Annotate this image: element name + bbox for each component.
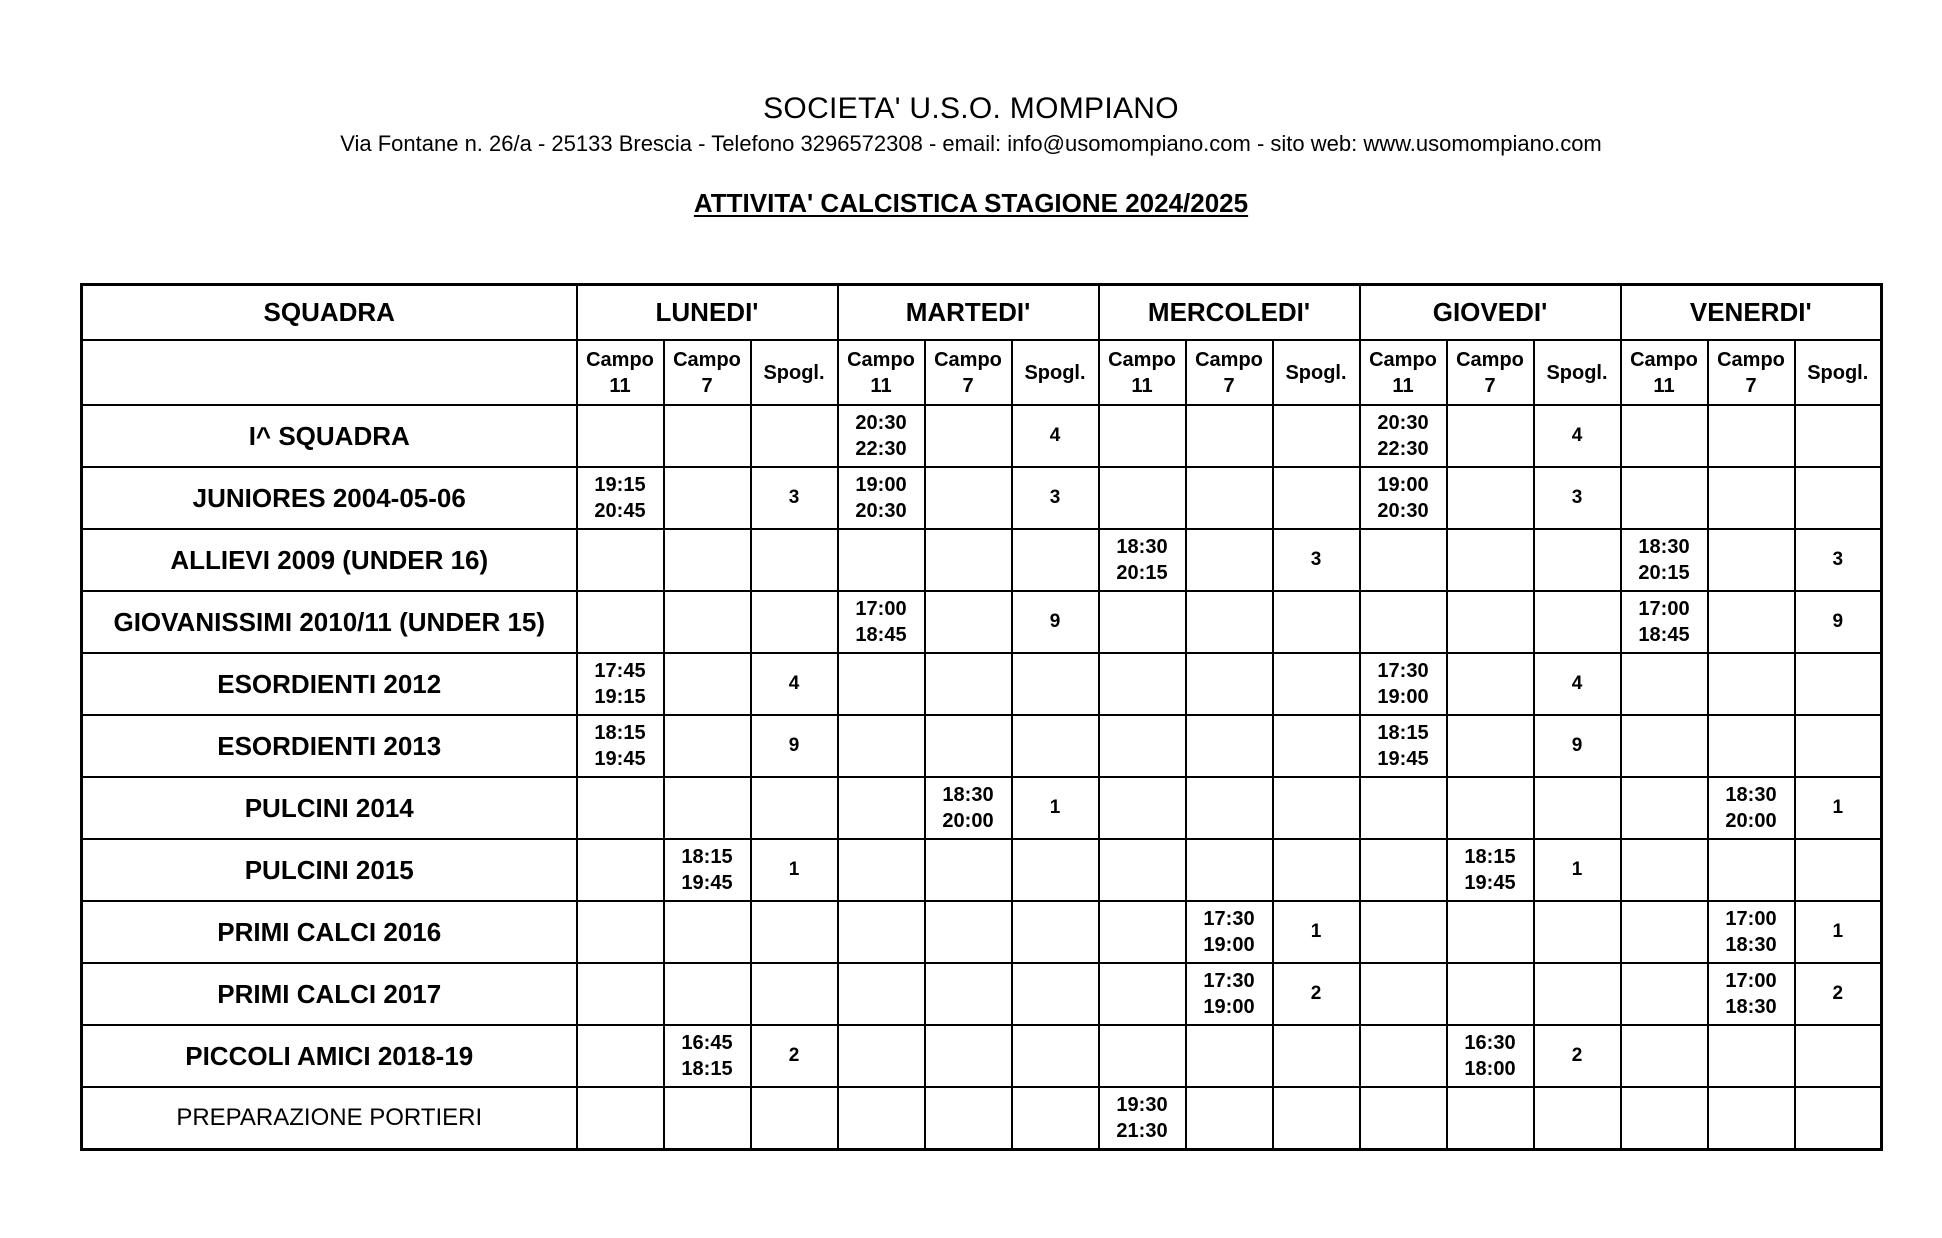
campo-7-time-cell	[1708, 1025, 1795, 1087]
campo-11-time-cell	[1360, 1087, 1447, 1150]
locker-room-cell	[751, 901, 838, 963]
locker-room-cell: 2	[1795, 963, 1882, 1025]
locker-room-cell	[1273, 405, 1360, 467]
campo-11-time-cell	[1621, 1025, 1708, 1087]
campo-11-time-cell	[1621, 467, 1708, 529]
end-time: 18:30	[1725, 996, 1777, 1018]
day-header-row	[82, 285, 1882, 341]
table-row	[82, 1087, 1882, 1150]
team-name: PREPARAZIONE PORTIERI	[82, 1087, 577, 1150]
table-row	[82, 1025, 1882, 1087]
end-time: 20:15	[1116, 562, 1168, 584]
campo-7-time-cell	[925, 715, 1012, 777]
locker-room-cell	[751, 591, 838, 653]
campo-11-time-cell	[838, 777, 925, 839]
campo-7-time-cell	[1447, 591, 1534, 653]
end-time: 20:15	[1638, 562, 1690, 584]
locker-room-cell: 1	[1534, 839, 1621, 901]
campo-11-time-cell	[1099, 467, 1186, 529]
locker-room-cell	[1012, 1087, 1099, 1150]
locker-room-cell	[1012, 963, 1099, 1025]
campo-11-time-cell	[577, 529, 664, 591]
table-row	[82, 901, 1882, 963]
campo-7-time-cell	[1186, 529, 1273, 591]
campo-11-time-cell	[577, 715, 664, 777]
campo-11-time-cell	[1360, 715, 1447, 777]
day-header-venerdi: VENERDI'	[1621, 285, 1882, 341]
locker-room-cell	[1012, 901, 1099, 963]
team-name: PICCOLI AMICI 2018-19	[82, 1025, 577, 1087]
locker-room-cell: 1	[751, 839, 838, 901]
table-row	[82, 591, 1882, 653]
campo-11-time-cell	[1099, 901, 1186, 963]
campo-11-time-cell	[1099, 839, 1186, 901]
campo-7-time-cell	[1186, 715, 1273, 777]
locker-room-cell	[1273, 1087, 1360, 1150]
campo-7-time-cell	[1186, 963, 1273, 1025]
locker-room-cell: 2	[1534, 1025, 1621, 1087]
locker-room-cell: 3	[1534, 467, 1621, 529]
campo-7-time-cell	[925, 467, 1012, 529]
campo-11-time-cell	[838, 591, 925, 653]
campo-7-time-cell	[1708, 1087, 1795, 1150]
start-time: 18:30	[942, 784, 994, 806]
campo-11-time-cell	[1621, 777, 1708, 839]
end-time: 19:15	[594, 686, 646, 708]
locker-room-cell	[1273, 839, 1360, 901]
start-time: 18:30	[1725, 784, 1777, 806]
subheader-row	[82, 340, 1882, 405]
campo-11-time-cell	[1360, 1025, 1447, 1087]
team-name: I^ SQUADRA	[82, 405, 577, 467]
campo-11-time-cell	[1621, 1087, 1708, 1150]
campo-7-time-cell	[1708, 591, 1795, 653]
campo-11-time-cell	[577, 405, 664, 467]
campo-7-time-cell	[1186, 777, 1273, 839]
campo-7-time-cell	[925, 963, 1012, 1025]
locker-room-cell	[751, 963, 838, 1025]
campo-7-time-cell	[1708, 405, 1795, 467]
campo-7-time-cell	[925, 529, 1012, 591]
day-header-giovedi: GIOVEDI'	[1360, 285, 1621, 341]
locker-room-cell	[1795, 653, 1882, 715]
campo-7-time-cell	[1708, 901, 1795, 963]
locker-room-cell	[1273, 1025, 1360, 1087]
campo-11-time-cell	[838, 467, 925, 529]
locker-room-cell	[1795, 1025, 1882, 1087]
campo-7-time-cell	[1186, 839, 1273, 901]
campo-11-time-cell	[838, 1087, 925, 1150]
team-name: JUNIORES 2004-05-06	[82, 467, 577, 529]
locker-room-cell	[1012, 1025, 1099, 1087]
team-name: ALLIEVI 2009 (UNDER 16)	[82, 529, 577, 591]
campo-7-time-cell	[1447, 777, 1534, 839]
campo-7-time-cell	[925, 405, 1012, 467]
start-time: 19:30	[1116, 1094, 1168, 1116]
schedule-table	[80, 283, 1883, 1151]
locker-room-cell	[1012, 529, 1099, 591]
locker-room-cell	[751, 1087, 838, 1150]
subheader-spogliatoio: Spogl.	[751, 340, 838, 405]
campo-7-time-cell	[1447, 901, 1534, 963]
locker-room-cell: 9	[751, 715, 838, 777]
campo-7-time-cell	[925, 1025, 1012, 1087]
end-time: 18:45	[855, 624, 907, 646]
end-time: 22:30	[855, 438, 907, 460]
locker-room-cell	[1012, 715, 1099, 777]
start-time: 17:00	[1638, 598, 1690, 620]
campo-7-time-cell	[925, 653, 1012, 715]
start-time: 18:15	[1464, 846, 1516, 868]
campo-11-time-cell	[577, 1087, 664, 1150]
end-time: 22:30	[1377, 438, 1429, 460]
campo-11-time-cell	[577, 653, 664, 715]
table-row	[82, 405, 1882, 467]
locker-room-cell	[1795, 1087, 1882, 1150]
campo-7-time-cell	[1708, 963, 1795, 1025]
end-time: 19:45	[594, 748, 646, 770]
subheader-campo-11: Campo 11	[1099, 340, 1186, 405]
locker-room-cell: 1	[1012, 777, 1099, 839]
campo-7-time-cell	[664, 467, 751, 529]
subheader-campo-11: Campo 11	[577, 340, 664, 405]
campo-7-time-cell	[925, 591, 1012, 653]
table-row	[82, 529, 1882, 591]
campo-11-time-cell	[1099, 591, 1186, 653]
locker-room-cell: 2	[1273, 963, 1360, 1025]
campo-11-time-cell	[1360, 653, 1447, 715]
end-time: 19:00	[1203, 934, 1255, 956]
squadra-header: SQUADRA	[82, 285, 577, 341]
campo-7-time-cell	[1708, 467, 1795, 529]
campo-11-time-cell	[838, 839, 925, 901]
subheader-campo-11: Campo 11	[838, 340, 925, 405]
subheader-campo-7: Campo 7	[925, 340, 1012, 405]
subheader-spogliatoio: Spogl.	[1795, 340, 1882, 405]
campo-7-time-cell	[1447, 653, 1534, 715]
campo-7-time-cell	[1447, 529, 1534, 591]
end-time: 20:30	[855, 500, 907, 522]
campo-11-time-cell	[1099, 1025, 1186, 1087]
campo-11-time-cell	[1099, 529, 1186, 591]
campo-7-time-cell	[1447, 405, 1534, 467]
season-subtitle: ATTIVITA' CALCISTICA STAGIONE 2024/2025	[693, 188, 1249, 218]
subheader-campo-7: Campo 7	[1186, 340, 1273, 405]
table-row	[82, 715, 1882, 777]
locker-room-cell	[1534, 591, 1621, 653]
subheader-campo-7: Campo 7	[664, 340, 751, 405]
subheader-campo-11: Campo 11	[1360, 340, 1447, 405]
table-row	[82, 963, 1882, 1025]
subheader-campo-7: Campo 7	[1708, 340, 1795, 405]
subheader-campo-11: Campo 11	[1621, 340, 1708, 405]
campo-7-time-cell	[664, 777, 751, 839]
end-time: 18:30	[1725, 934, 1777, 956]
end-time: 21:30	[1116, 1120, 1168, 1142]
locker-room-cell	[1534, 777, 1621, 839]
start-time: 19:00	[855, 474, 907, 496]
campo-11-time-cell	[838, 1025, 925, 1087]
campo-7-time-cell	[664, 963, 751, 1025]
society-address: Via Fontane n. 26/a - 25133 Brescia - Telefono 3296572308 - email: info@usomompiano.com - sito web: www.usomompiano.com	[340, 131, 1602, 156]
start-time: 17:00	[1725, 908, 1777, 930]
locker-room-cell: 1	[1273, 901, 1360, 963]
campo-11-time-cell	[1360, 901, 1447, 963]
locker-room-cell	[1795, 715, 1882, 777]
locker-room-cell	[1012, 653, 1099, 715]
campo-7-time-cell	[664, 1025, 751, 1087]
end-time: 19:00	[1377, 686, 1429, 708]
campo-7-time-cell	[1708, 839, 1795, 901]
campo-11-time-cell	[577, 839, 664, 901]
table-row	[82, 777, 1882, 839]
campo-7-time-cell	[1186, 1087, 1273, 1150]
table-row	[82, 839, 1882, 901]
campo-7-time-cell	[664, 529, 751, 591]
society-title: SOCIETA' U.S.O. MOMPIANO	[763, 92, 1179, 125]
campo-7-time-cell	[1447, 715, 1534, 777]
campo-11-time-cell	[838, 963, 925, 1025]
locker-room-cell: 3	[1273, 529, 1360, 591]
start-time: 17:30	[1203, 908, 1255, 930]
locker-room-cell: 4	[1534, 653, 1621, 715]
team-name: PULCINI 2015	[82, 839, 577, 901]
end-time: 19:45	[681, 872, 733, 894]
campo-11-time-cell	[1360, 591, 1447, 653]
locker-room-cell	[1273, 777, 1360, 839]
campo-11-time-cell	[1621, 591, 1708, 653]
team-name: PULCINI 2014	[82, 777, 577, 839]
schedule-body	[82, 405, 1882, 1150]
campo-7-time-cell	[664, 653, 751, 715]
start-time: 19:15	[594, 474, 646, 496]
campo-7-time-cell	[1708, 529, 1795, 591]
start-time: 18:30	[1638, 536, 1690, 558]
day-header-lunedi: LUNEDI'	[577, 285, 838, 341]
campo-11-time-cell	[1621, 963, 1708, 1025]
end-time: 20:00	[1725, 810, 1777, 832]
locker-room-cell: 3	[751, 467, 838, 529]
end-time: 19:00	[1203, 996, 1255, 1018]
team-name: ESORDIENTI 2013	[82, 715, 577, 777]
subheader-empty	[82, 340, 577, 405]
locker-room-cell	[1273, 653, 1360, 715]
locker-room-cell	[1795, 405, 1882, 467]
locker-room-cell: 9	[1534, 715, 1621, 777]
end-time: 19:45	[1464, 872, 1516, 894]
campo-11-time-cell	[1360, 529, 1447, 591]
locker-room-cell: 9	[1795, 591, 1882, 653]
campo-7-time-cell	[664, 901, 751, 963]
campo-11-time-cell	[838, 529, 925, 591]
locker-room-cell	[1273, 715, 1360, 777]
locker-room-cell	[1534, 529, 1621, 591]
campo-11-time-cell	[1621, 653, 1708, 715]
campo-11-time-cell	[1099, 653, 1186, 715]
campo-11-time-cell	[838, 405, 925, 467]
campo-7-time-cell	[1186, 901, 1273, 963]
locker-room-cell	[751, 529, 838, 591]
campo-7-time-cell	[1708, 777, 1795, 839]
start-time: 20:30	[855, 412, 907, 434]
locker-room-cell	[1795, 839, 1882, 901]
start-time: 17:00	[1725, 970, 1777, 992]
end-time: 20:00	[942, 810, 994, 832]
campo-11-time-cell	[1099, 777, 1186, 839]
campo-7-time-cell	[1447, 467, 1534, 529]
locker-room-cell: 9	[1012, 591, 1099, 653]
campo-7-time-cell	[664, 715, 751, 777]
team-name: GIOVANISSIMI 2010/11 (UNDER 15)	[82, 591, 577, 653]
campo-7-time-cell	[664, 839, 751, 901]
team-name: PRIMI CALCI 2017	[82, 963, 577, 1025]
table-row	[82, 467, 1882, 529]
campo-11-time-cell	[577, 591, 664, 653]
campo-11-time-cell	[577, 1025, 664, 1087]
campo-11-time-cell	[1621, 839, 1708, 901]
end-time: 18:00	[1464, 1058, 1516, 1080]
end-time: 18:15	[681, 1058, 733, 1080]
start-time: 18:15	[594, 722, 646, 744]
locker-room-cell	[1534, 901, 1621, 963]
campo-7-time-cell	[925, 839, 1012, 901]
campo-7-time-cell	[664, 591, 751, 653]
locker-room-cell	[1273, 467, 1360, 529]
locker-room-cell	[1534, 1087, 1621, 1150]
campo-11-time-cell	[1099, 963, 1186, 1025]
campo-7-time-cell	[664, 405, 751, 467]
campo-11-time-cell	[577, 901, 664, 963]
start-time: 18:15	[1377, 722, 1429, 744]
campo-7-time-cell	[664, 1087, 751, 1150]
campo-11-time-cell	[1621, 715, 1708, 777]
start-time: 17:30	[1377, 660, 1429, 682]
subheader-campo-7: Campo 7	[1447, 340, 1534, 405]
campo-11-time-cell	[1360, 963, 1447, 1025]
locker-room-cell	[1273, 591, 1360, 653]
start-time: 19:00	[1377, 474, 1429, 496]
locker-room-cell: 2	[751, 1025, 838, 1087]
start-time: 20:30	[1377, 412, 1429, 434]
subheader-spogliatoio: Spogl.	[1534, 340, 1621, 405]
campo-7-time-cell	[1186, 1025, 1273, 1087]
campo-11-time-cell	[1621, 901, 1708, 963]
locker-room-cell	[751, 405, 838, 467]
table-row	[82, 653, 1882, 715]
start-time: 16:45	[681, 1032, 733, 1054]
end-time: 18:45	[1638, 624, 1690, 646]
day-header-mercoledi: MERCOLEDI'	[1099, 285, 1360, 341]
subheader-spogliatoio: Spogl.	[1273, 340, 1360, 405]
locker-room-cell: 4	[1534, 405, 1621, 467]
day-header-martedi: MARTEDI'	[838, 285, 1099, 341]
start-time: 17:45	[594, 660, 646, 682]
campo-11-time-cell	[838, 653, 925, 715]
campo-7-time-cell	[1447, 839, 1534, 901]
campo-11-time-cell	[1621, 405, 1708, 467]
end-time: 20:45	[594, 500, 646, 522]
end-time: 19:45	[1377, 748, 1429, 770]
campo-11-time-cell	[838, 901, 925, 963]
campo-11-time-cell	[577, 467, 664, 529]
start-time: 16:30	[1464, 1032, 1516, 1054]
locker-room-cell	[1534, 963, 1621, 1025]
campo-7-time-cell	[1447, 963, 1534, 1025]
locker-room-cell: 1	[1795, 777, 1882, 839]
campo-7-time-cell	[1186, 467, 1273, 529]
team-name: PRIMI CALCI 2016	[82, 901, 577, 963]
campo-11-time-cell	[1621, 529, 1708, 591]
start-time: 17:00	[855, 598, 907, 620]
end-time: 20:30	[1377, 500, 1429, 522]
campo-7-time-cell	[1708, 715, 1795, 777]
campo-7-time-cell	[1186, 591, 1273, 653]
campo-11-time-cell	[577, 777, 664, 839]
campo-7-time-cell	[1186, 653, 1273, 715]
locker-room-cell: 4	[1012, 405, 1099, 467]
campo-7-time-cell	[1708, 653, 1795, 715]
campo-11-time-cell	[1360, 405, 1447, 467]
locker-room-cell	[1795, 467, 1882, 529]
locker-room-cell: 1	[1795, 901, 1882, 963]
campo-7-time-cell	[1447, 1025, 1534, 1087]
start-time: 17:30	[1203, 970, 1255, 992]
campo-11-time-cell	[1360, 839, 1447, 901]
campo-11-time-cell	[1099, 405, 1186, 467]
campo-11-time-cell	[1099, 715, 1186, 777]
campo-11-time-cell	[838, 715, 925, 777]
locker-room-cell: 3	[1012, 467, 1099, 529]
subheader-spogliatoio: Spogl.	[1012, 340, 1099, 405]
campo-11-time-cell	[1099, 1087, 1186, 1150]
campo-7-time-cell	[925, 777, 1012, 839]
campo-11-time-cell	[1360, 467, 1447, 529]
locker-room-cell: 3	[1795, 529, 1882, 591]
start-time: 18:15	[681, 846, 733, 868]
campo-7-time-cell	[925, 901, 1012, 963]
start-time: 18:30	[1116, 536, 1168, 558]
locker-room-cell: 4	[751, 653, 838, 715]
campo-11-time-cell	[1360, 777, 1447, 839]
campo-7-time-cell	[925, 1087, 1012, 1150]
locker-room-cell	[751, 777, 838, 839]
campo-7-time-cell	[1186, 405, 1273, 467]
campo-7-time-cell	[1447, 1087, 1534, 1150]
campo-11-time-cell	[577, 963, 664, 1025]
team-name: ESORDIENTI 2012	[82, 653, 577, 715]
locker-room-cell	[1012, 839, 1099, 901]
